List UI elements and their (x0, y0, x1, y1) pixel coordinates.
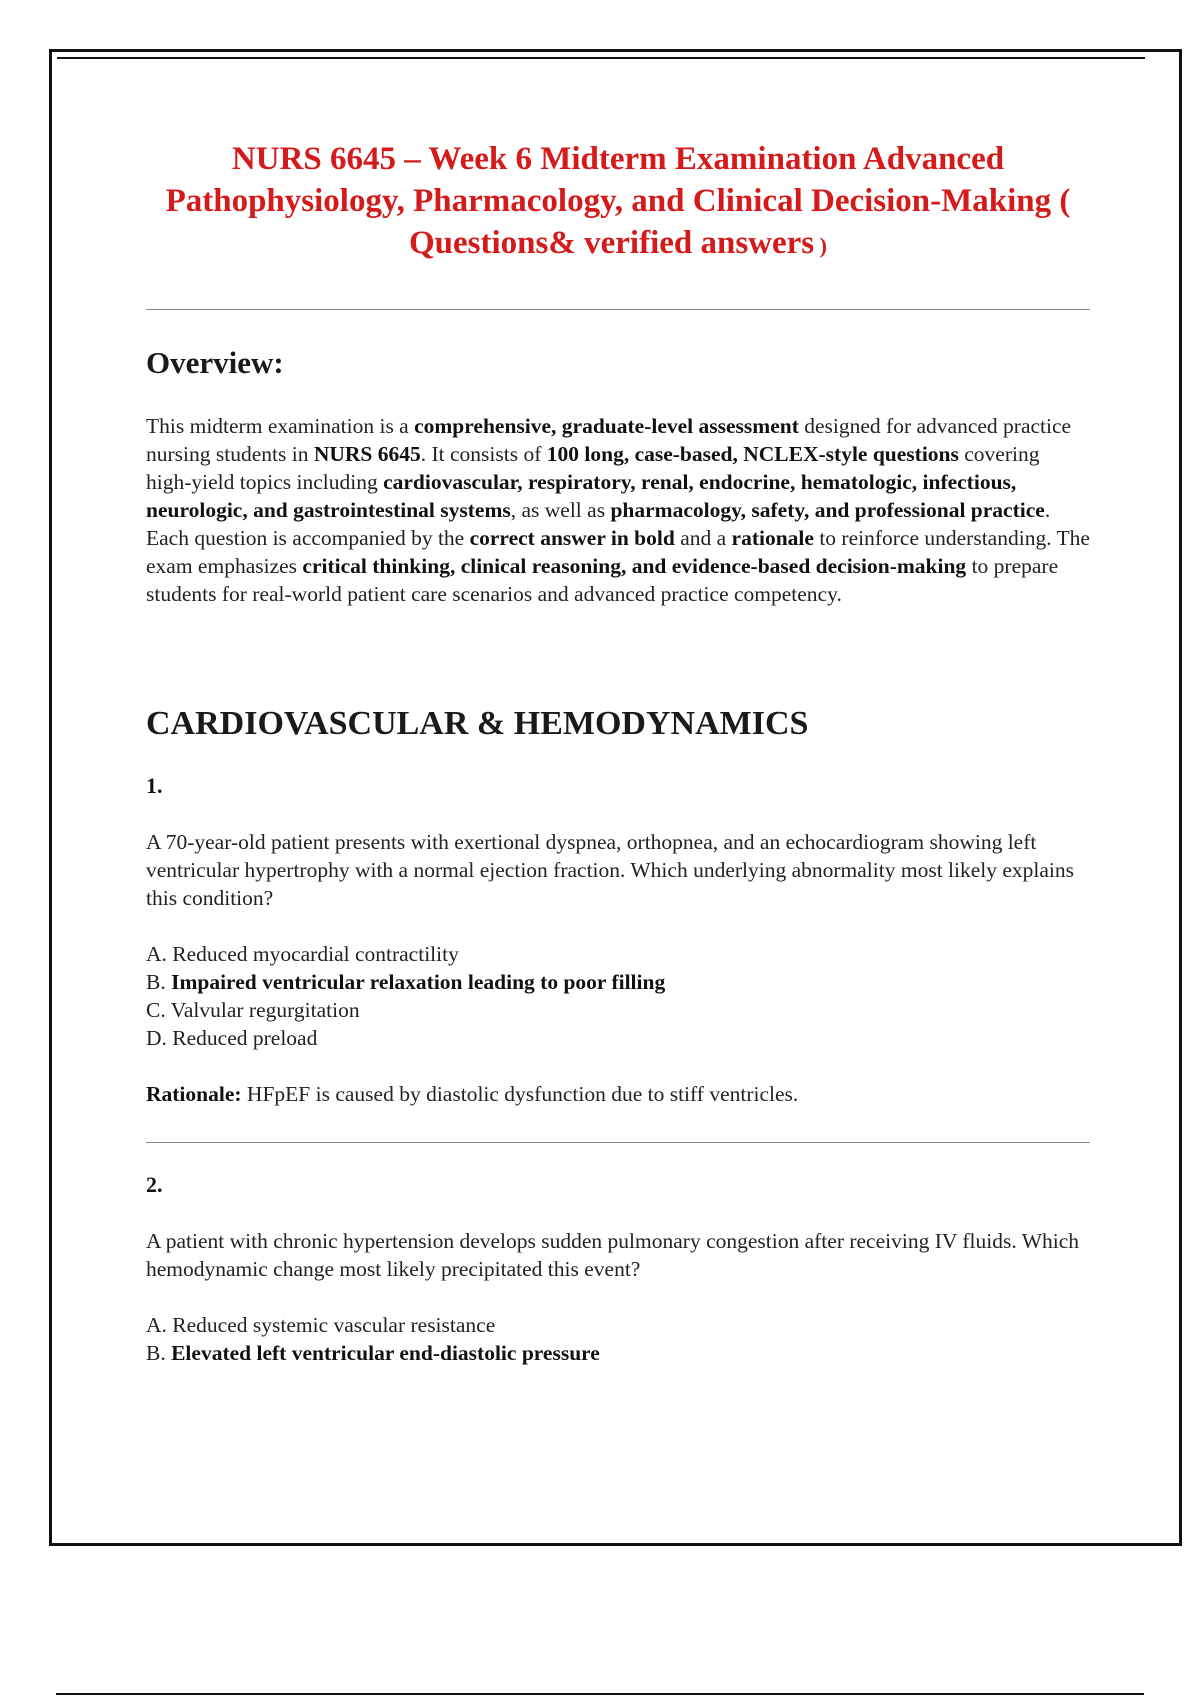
title-main: NURS 6645 – Week 6 Midterm Examination Advanced Pathophysiology, Pharmacology, and Clinical Decision-Making ( Questions& verified answers (165, 141, 1071, 261)
overview-seg-0: This midterm examination is a (146, 414, 415, 438)
divider (146, 1142, 1090, 1143)
overview-seg-10: . Each question is accompanied by the (146, 498, 1051, 550)
section-heading: CARDIOVASCULAR & HEMODYNAMICS (146, 705, 809, 742)
rationale-text: HFpEF is caused by diastolic dysfunction due to stiff ventricles. (241, 1082, 799, 1106)
question-1-text: A 70-year-old patient presents with exertional dyspnea, orthopnea, and an echocardiogram showing left ventricular hypertrophy with a normal ejection fraction. Which underlying abnormality most likely explains this condition? (146, 830, 1075, 910)
question-1-number: 1. (146, 773, 163, 798)
question-2-option-a (146, 1311, 1090, 1339)
option-letter: B. (146, 1341, 172, 1365)
option-text-correct: Impaired ventricular relaxation leading to poor filling (171, 970, 666, 994)
overview-seg-7: cardiovascular, respiratory, renal, endocrine, hematologic, infectious, neurologic, and gastrointestinal systems (146, 470, 1017, 522)
option-text: Reduced myocardial contractility (172, 942, 459, 966)
overview-seg-1: comprehensive, graduate-level assessment (414, 414, 799, 438)
question-2-options (146, 1311, 1090, 1367)
overview-seg-15: critical thinking, clinical reasoning, and evidence-based decision-making (302, 554, 967, 578)
option-letter: A. (146, 942, 173, 966)
overview-seg-3: NURS 6645 (313, 442, 421, 466)
question-2-number: 2. (146, 1172, 163, 1197)
rationale-label: Rationale: (146, 1082, 242, 1106)
overview-seg-2: designed for advanced practice nursing students in (146, 414, 1072, 466)
option-letter: D. (146, 1026, 173, 1050)
option-text: Reduced systemic vascular resistance (172, 1313, 496, 1337)
question-1-option-c (146, 996, 1090, 1024)
question-1-option-b (146, 968, 1090, 996)
divider (146, 309, 1090, 310)
option-text: Valvular regurgitation (170, 998, 360, 1022)
next-page-top-rule (56, 1693, 1144, 1695)
overview-heading: Overview: (146, 345, 284, 380)
overview-seg-9: pharmacology, safety, and professional practice (610, 498, 1045, 522)
question-1-options (146, 940, 1090, 1052)
question-1-option-d (146, 1024, 1090, 1052)
title-close-paren: ) (819, 233, 827, 258)
question-2-option-b (146, 1339, 1090, 1367)
overview-paragraph (146, 412, 1090, 608)
overview-seg-13: rationale (731, 526, 814, 550)
overview-seg-11: correct answer in bold (469, 526, 675, 550)
overview-seg-16: to prepare students for real-world patient care scenarios and advanced practice competency. (146, 554, 1059, 606)
overview-seg-14: to reinforce understanding. The exam emphasizes (146, 526, 1090, 578)
question-2-text: A patient with chronic hypertension develops sudden pulmonary congestion after receiving IV fluids. Which hemodynamic change most likely precipitated this event? (146, 1229, 1080, 1281)
question-1-rationale (146, 1080, 1090, 1108)
overview-seg-4: . It consists of (420, 442, 547, 466)
option-letter: C. (146, 998, 171, 1022)
overview-seg-6: covering high-yield topics including (146, 442, 1040, 494)
overview-seg-12: and a (674, 526, 732, 550)
top-double-rule (57, 57, 1145, 59)
overview-seg-8: , as well as (510, 498, 611, 522)
document-content (146, 138, 1090, 1367)
option-text: Reduced preload (172, 1026, 318, 1050)
overview-seg-5: 100 long, case-based, NCLEX-style questions (546, 442, 959, 466)
option-letter: A. (146, 1313, 173, 1337)
document-title (146, 138, 1090, 267)
option-text-correct: Elevated left ventricular end-diastolic pressure (171, 1341, 600, 1365)
option-letter: B. (146, 970, 172, 994)
question-1-option-a (146, 940, 1090, 968)
